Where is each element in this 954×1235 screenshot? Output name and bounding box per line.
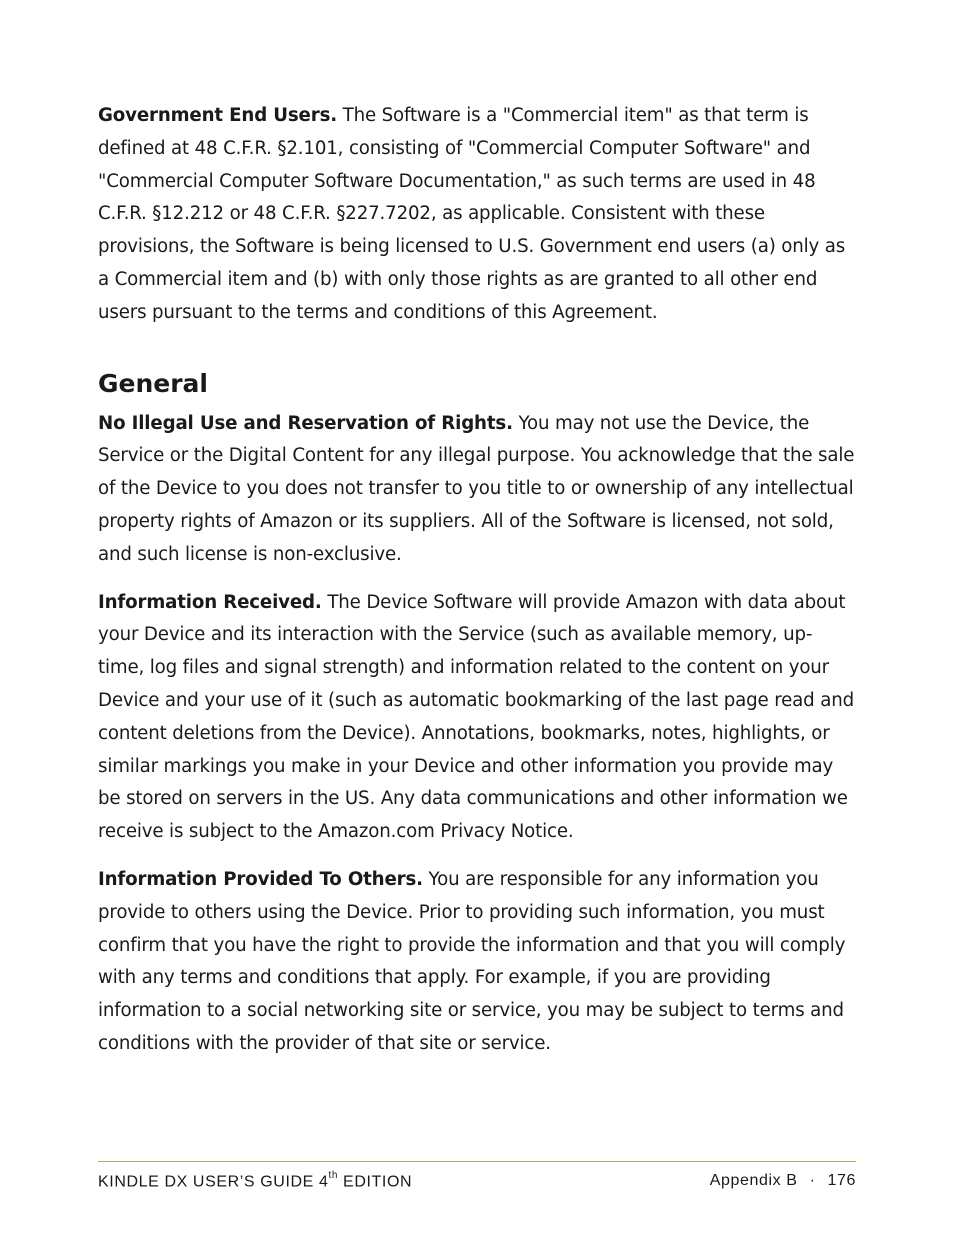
paragraph-government-end-users [98,100,858,330]
edition-superscript: th [328,1170,339,1181]
document-body [98,100,858,1061]
guide-title-text: KINDLE DX USER’S GUIDE 4 [98,1173,329,1191]
paragraph-text: You are responsible for any information you provide to others using the Device. Prior to providing such information, you must confirm that you have the right to provide the information and that you will comply with any terms and conditions that apply. For example, if you are providing information to a social networking site or service, you may be subject to terms and conditions with the provider of that site or service. [98,868,846,1054]
section-heading-general: General [98,368,208,398]
footer-divider [98,1161,856,1162]
footer-guide-title [98,1172,412,1191]
paragraph-no-illegal-use [98,408,858,572]
paragraph-text: The Device Software will provide Amazon with data about your Device and its interaction with the Service (such as available memory, up-time, log files and signal strength) and information related to the content on your Device and your use of it (such as automatic bookmarking of the last page read and content deletions from the Device). Annotations, bookmarks, notes, highlights, or similar markings you make in your Device and other information you provide may be stored on servers in the US. Any data communications and other information we receive is subject to the Amazon.com Privacy Notice. [98,591,854,843]
paragraph-text: You may not use the Device, the Service or the Digital Content for any illegal purpose. You acknowledge that the sale of the Device to you does not transfer to you title to or ownership of any intellectual property rights of Amazon or its suppliers. All of the Software is licensed, not sold, and such license is non-exclusive. [98,412,855,565]
footer-section-label: Appendix B [709,1172,798,1189]
page-footer [98,1168,856,1196]
paragraph-lead: Information Received. [98,591,322,613]
paragraph-lead: Information Provided To Others. [98,868,423,890]
paragraph-information-received [98,587,858,849]
paragraph-information-provided [98,864,858,1061]
paragraph-lead: No Illegal Use and Reservation of Rights. [98,412,513,434]
footer-separator: · [809,1172,816,1189]
paragraph-lead: Government End Users. [98,105,337,126]
page-number: 176 [827,1172,856,1189]
footer-page-info [710,1172,856,1190]
paragraph-text: The Software is a "Commercial item" as that term is defined at 48 C.F.R. §2.101, consisting of "Commercial Computer Software" and "Commercial Computer Software Documentation," as such terms are used in 48 C.F.R. §12.212 or 48 C.F.R. §227.7202, as applicable. Consistent with these provisions, the Software is being licensed to U.S. Government end users (a) only as a Commercial item and (b) with only those rights as are granted to all other end users pursuant to the terms and conditions of this Agreement. [98,105,846,323]
edition-word: EDITION [338,1173,413,1191]
